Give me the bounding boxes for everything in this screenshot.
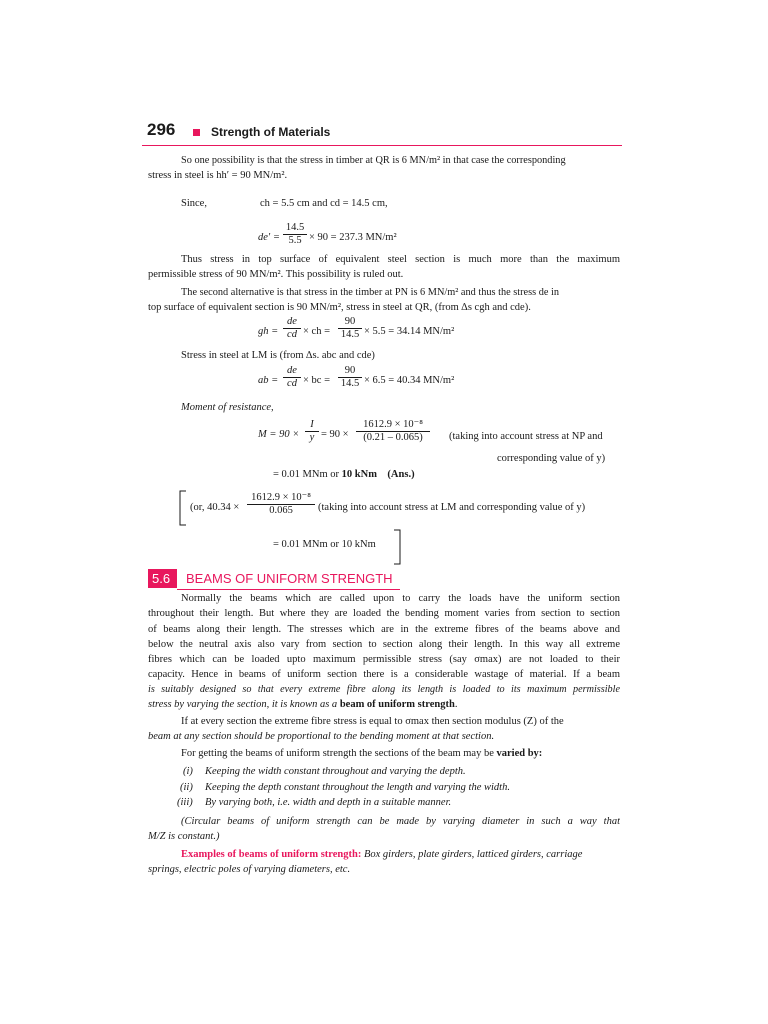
list-num-1: (i) [183, 766, 193, 777]
eq-ab-lhs: ab = [258, 375, 279, 386]
eq-gh-den2: 14.5 [338, 328, 362, 341]
eq-m-note2: corresponding value of y) [497, 453, 606, 464]
eq-m-num1: I [310, 419, 314, 430]
header-rule [142, 145, 622, 146]
eq-de-rhs: × 90 = 237.3 MN/m² [309, 232, 397, 243]
section-title: BEAMS OF UNIFORM STRENGTH [186, 571, 393, 586]
eq-m-fraction1 [305, 419, 319, 444]
eq-gh-num1: de [287, 316, 297, 327]
examples-text1: Box girders, plate girders, latticed girders, carriage [363, 849, 583, 860]
alt-num: 1612.9 × 10⁻⁸ [251, 492, 311, 503]
para1-line1: So one possibility is that the stress in timber at QR is 6 MN/m² in that case the corresponding [181, 155, 566, 166]
list-item-2: Keeping the depth constant throughout the length and varying the width. [205, 782, 510, 793]
left-bracket [178, 490, 188, 526]
list-num-3: (iii) [177, 797, 193, 808]
eq-ab-num2: 90 [344, 365, 356, 376]
eq-gh-mid: × ch = [303, 326, 331, 337]
para4-line2: throughout their length. But where they are loaded the bending moment varies from section to section [148, 608, 620, 619]
para6-bold: varied by: [496, 748, 543, 759]
eq-gh-lhs: gh = [258, 326, 279, 337]
since-expr: ch = 5.5 cm and cd = 14.5 cm, [260, 198, 388, 209]
para4-line7: is suitably designed so that every extreme fibre along its length is loaded to its maximum permissible [148, 684, 620, 695]
para3-line1: The second alternative is that stress in the timber at PN is 6 MN/m² and thus the stress de in [181, 287, 559, 298]
para2-line2: permissible stress of 90 MN/m². This possibility is ruled out. [148, 269, 404, 280]
para6-text: For getting the beams of uniform strength the sections of the beam may be [181, 748, 494, 759]
list-item-1: Keeping the width constant throughout and varying the depth. [205, 766, 466, 777]
since-word: Since, [181, 198, 207, 209]
para6 [181, 748, 542, 759]
examples-line1 [181, 849, 582, 860]
result1 [273, 469, 415, 480]
para4-bold-term: beam of uniform strength [339, 699, 455, 710]
right-bracket [392, 529, 402, 565]
alt-result: = 0.01 MNm or 10 kNm [273, 539, 376, 550]
para4-line5: fibres which can be loaded upto maximum permissible stress (say σmax) are not loaded to their [148, 654, 620, 665]
para5-line1: If at every section the extreme fibre stress is equal to σmax then section modulus (Z) of the [181, 716, 564, 727]
section-underline [177, 589, 400, 590]
para4-line8: stress by varying the section, it is known as a beam of uniform strength. [148, 699, 458, 710]
examples-line2: springs, electric poles of varying diameters, etc. [148, 864, 351, 875]
eq-ab-mid: × bc = [303, 375, 331, 386]
eq-ab-num1: de [287, 365, 297, 376]
eq-gh-fraction1 [283, 316, 301, 341]
eq-ab-den2: 14.5 [338, 377, 362, 390]
eq-gh-den1: cd [283, 328, 301, 341]
para4-line6: capacity. Hence in beams of uniform section there is a considerable wastage of material. If a beam [148, 669, 620, 680]
eq-de-numerator: 14.5 [285, 222, 305, 233]
para4-line4: below the neutral axis also vary from section to section along their length. In this way all extreme [148, 639, 620, 650]
result1-answer: 10 kNm (Ans.) [341, 469, 415, 480]
alt-note: (taking into account stress at LM and corresponding value of y) [318, 502, 586, 513]
eq-m-num2: 1612.9 × 10⁻⁸ [363, 419, 423, 430]
eq-gh-num2: 90 [344, 316, 356, 327]
para1-line2: stress in steel is hh′ = 90 MN/m². [148, 170, 288, 181]
result1-text: = 0.01 MNm or [273, 469, 340, 480]
eq-m-den2: (0.21 – 0.065) [356, 431, 430, 444]
eq-gh-fraction2 [338, 316, 362, 341]
circular-line2: M/Z is constant.) [148, 831, 220, 842]
alt-den: 0.065 [247, 504, 315, 517]
para2-line1: Thus stress in top surface of equivalent steel section is much more than the maximum [181, 254, 620, 265]
eq-gh-rhs: × 5.5 = 34.14 MN/m² [364, 326, 455, 337]
page-number: 296 [147, 120, 176, 139]
eq-ab-fraction1 [283, 365, 301, 390]
circular-line1: (Circular beams of uniform strength can be made by varying diameter in such a way that [181, 816, 620, 827]
list-num-2: (ii) [180, 782, 193, 793]
list-item-3: By varying both, i.e. width and depth in a suitable manner. [205, 797, 452, 808]
alt-lhs: (or, 40.34 × [190, 502, 240, 513]
eq-ab-fraction2 [338, 365, 362, 390]
eq-ab-rhs: × 6.5 = 40.34 MN/m² [364, 375, 455, 386]
alt-fraction [247, 492, 315, 517]
stress-lm-line: Stress in steel at LM is (from ∆s. abc and cde) [181, 350, 375, 361]
eq-m-lhs: M = 90 × [258, 429, 300, 440]
para4-line1: Normally the beams which are called upon to carry the loads have the uniform section [181, 593, 620, 604]
eq-de-lhs: de′ = [258, 232, 280, 243]
eq-de-denominator: 5.5 [283, 234, 307, 247]
moment-label: Moment of resistance, [181, 402, 274, 413]
para3-line2: top surface of equivalent section is 90 MN/m², stress in steel at QR, (from ∆s cgh and cde). [148, 302, 531, 313]
para4-line8-text: stress by varying the section, it is known as a [148, 699, 338, 710]
para5-line2: beam at any section should be proportional to the bending moment at that section. [148, 731, 495, 742]
eq-ab-den1: cd [283, 377, 301, 390]
para4-line3: of beams along their length. The stresses which are in the extreme fibres of the beams above and [148, 624, 620, 635]
eq-de-fraction [283, 222, 307, 247]
section-number: 5.6 [152, 571, 171, 586]
eq-m-note1: (taking into account stress at NP and [449, 431, 603, 442]
eq-m-den1: y [305, 431, 319, 444]
eq-m-fraction2 [356, 419, 430, 444]
eq-m-mid: = 90 × [321, 429, 349, 440]
running-header-title: Strength of Materials [211, 125, 331, 139]
header-bullet-icon [193, 129, 200, 136]
examples-label: Examples of beams of uniform strength: [181, 849, 362, 860]
